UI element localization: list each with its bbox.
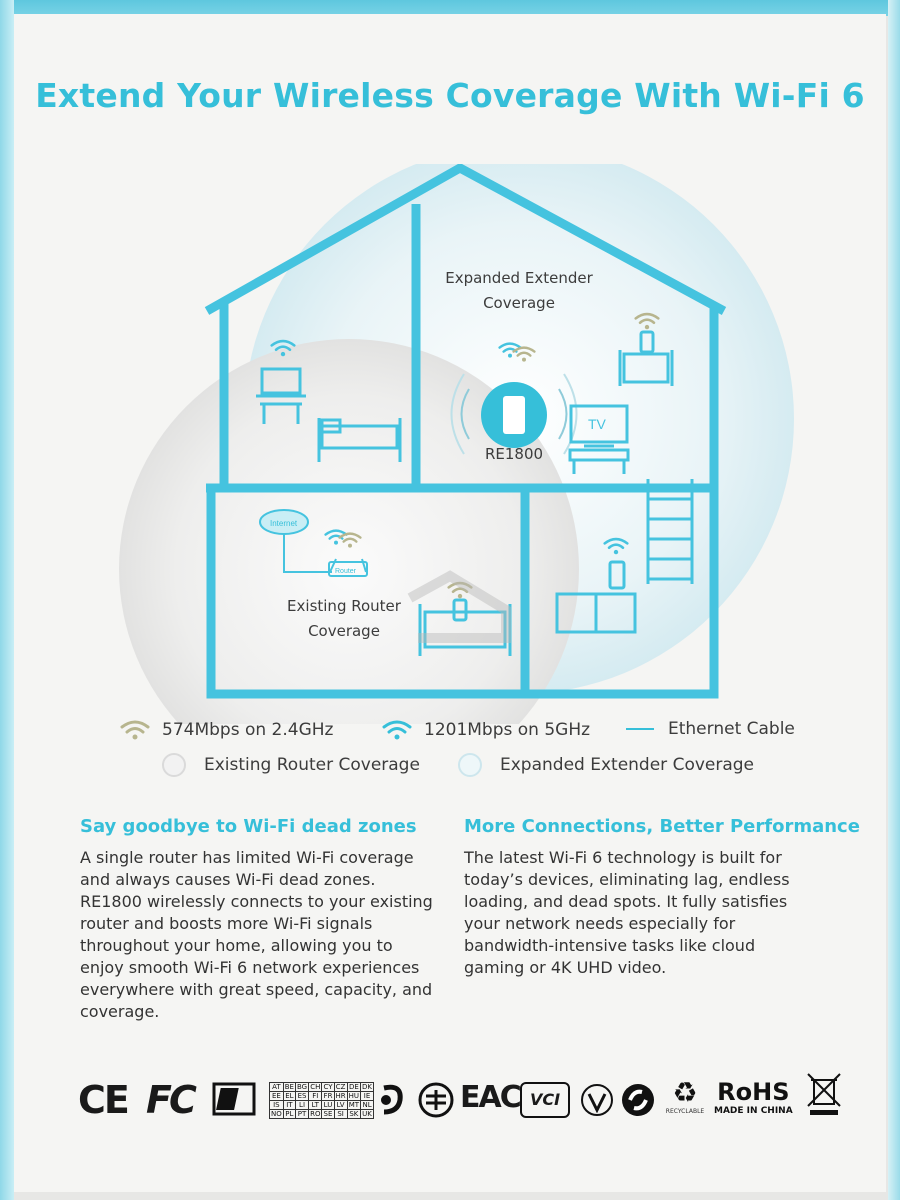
- box-left-edge: [0, 0, 14, 1200]
- country-code-row: [270, 1110, 374, 1119]
- country-code-table: [269, 1082, 374, 1119]
- country-code-cell: EL: [285, 1092, 294, 1100]
- wifi-5ghz-icon: [380, 719, 414, 741]
- headline: Extend Your Wireless Coverage With Wi-Fi 6: [35, 76, 865, 115]
- router-coverage-dot: [162, 753, 186, 777]
- device-label: RE1800: [484, 445, 544, 463]
- country-code-cell: ES: [295, 1092, 308, 1101]
- country-code-cell: EE: [270, 1092, 284, 1101]
- certification-row: [74, 1072, 854, 1142]
- country-code-cell: FR: [323, 1092, 333, 1100]
- vci-mark: [520, 1082, 570, 1118]
- tuv-mark-icon: [580, 1082, 614, 1118]
- country-code-cell: DE: [348, 1083, 359, 1091]
- left-section-title: Say goodbye to Wi-Fi dead zones: [80, 816, 417, 837]
- country-code-cell: SE: [323, 1110, 333, 1118]
- anatel-mark-icon: [376, 1082, 410, 1118]
- made-in-text: MADE IN CHINA: [714, 1106, 793, 1116]
- internet-label: Internet: [270, 519, 298, 528]
- country-code-cell: CH: [310, 1083, 321, 1091]
- legend-extender-coverage: [458, 753, 754, 777]
- legend-router-coverage: [162, 753, 420, 777]
- country-code-cell: BG: [296, 1083, 308, 1091]
- country-code-cell: MT: [348, 1101, 360, 1109]
- rohs-text: RoHS: [717, 1078, 790, 1106]
- legend-extender-coverage-text: Expanded Extender Coverage: [500, 755, 755, 775]
- expanded-coverage-label-line1: Expanded Extender: [445, 269, 593, 287]
- router-tag: Router: [335, 568, 357, 575]
- country-code-cell: LT: [309, 1101, 322, 1110]
- left-section-body: A single router has limited Wi-Fi coverage and always causes Wi-Fi dead zones. RE1800 wirelessly connects to your existing router and boosts more Wi-Fi signals throughout your home, allowing you to enjoy smooth Wi-Fi 6 network experiences everywhere with great speed, capacity, and coverage.: [80, 848, 433, 1021]
- country-code-cell: DK: [362, 1083, 373, 1091]
- country-code-cell: PL: [283, 1110, 295, 1119]
- country-code-cell: AT: [270, 1083, 284, 1092]
- rohs-mark: [714, 1078, 793, 1116]
- extender-device-body: [503, 396, 525, 434]
- legend-24ghz-text: 574Mbps on 2.4GHz: [162, 720, 334, 740]
- recycle-icon: ♻: [672, 1076, 698, 1109]
- recyclable-text: RECYCLABLE: [665, 1108, 705, 1115]
- tv-label: TV: [588, 416, 606, 432]
- country-code-row: [270, 1101, 374, 1110]
- country-code-row: [270, 1083, 374, 1092]
- country-code-cell: SI: [334, 1110, 347, 1119]
- country-code-cell: NO: [271, 1110, 282, 1118]
- country-code-cell: RO: [310, 1110, 321, 1118]
- vci-mark-text: VCI: [529, 1090, 561, 1109]
- country-code-cell: IE: [361, 1092, 374, 1101]
- country-code-cell: BE: [284, 1083, 294, 1091]
- router-coverage-label-line1: Existing Router: [287, 597, 401, 615]
- fc-mark: FC: [146, 1078, 194, 1122]
- wifi-24ghz-icon: [118, 719, 152, 741]
- country-code-cell: CZ: [335, 1083, 346, 1091]
- rcm-mark-icon: [418, 1082, 454, 1118]
- country-code-cell: IT: [283, 1101, 295, 1110]
- country-code-cell: HU: [348, 1092, 360, 1100]
- legend-ethernet-text: Ethernet Cable: [668, 719, 795, 739]
- country-code-cell: PT: [295, 1110, 308, 1119]
- country-code-cell: SK: [347, 1110, 360, 1119]
- extender-coverage-dot: [458, 753, 482, 777]
- legend-router-coverage-text: Existing Router Coverage: [204, 755, 420, 775]
- country-code-cell: LU: [323, 1101, 333, 1109]
- router-coverage-label-line2: Coverage: [308, 622, 380, 640]
- country-code-cell: UK: [362, 1110, 372, 1118]
- eac-mark: EAC: [460, 1080, 520, 1115]
- ce-mark: CE: [78, 1078, 128, 1122]
- recycle-mark: [660, 1078, 710, 1115]
- country-code-cell: NL: [362, 1101, 372, 1109]
- house-diagram: [14, 164, 886, 724]
- country-code-cell: LV: [334, 1101, 347, 1110]
- right-section-body: The latest Wi-Fi 6 technology is built for today’s devices, eliminating lag, endless loading, and dead spots. It fully satisfies your network needs especially for bandwidth-intensive tasks like cloud gaming or 4K UHD video.: [464, 848, 790, 977]
- box-back-panel: [14, 14, 886, 1192]
- legend-ethernet: [626, 719, 795, 739]
- router-coverage-label: [274, 594, 414, 644]
- country-code-row: [270, 1092, 374, 1101]
- country-code-cell: HR: [335, 1092, 346, 1100]
- country-code-cell: FI: [309, 1092, 322, 1101]
- weee-bin-icon: [804, 1072, 844, 1116]
- expanded-coverage-label: [434, 266, 604, 316]
- warning-mark-icon: [212, 1082, 256, 1116]
- legend-5ghz-text: 1201Mbps on 5GHz: [424, 720, 591, 740]
- box-right-edge: [888, 0, 900, 1200]
- expanded-coverage-label-line2: Coverage: [483, 294, 555, 312]
- green-dot-icon: [620, 1082, 656, 1118]
- right-section-title: More Connections, Better Performance: [464, 816, 860, 837]
- ethernet-line-icon: [626, 728, 654, 730]
- country-code-cell: LI: [295, 1101, 308, 1110]
- legend-24ghz: [118, 719, 333, 741]
- country-code-cell: CY: [323, 1083, 333, 1091]
- legend-5ghz: [380, 719, 590, 741]
- country-code-cell: IS: [270, 1101, 284, 1110]
